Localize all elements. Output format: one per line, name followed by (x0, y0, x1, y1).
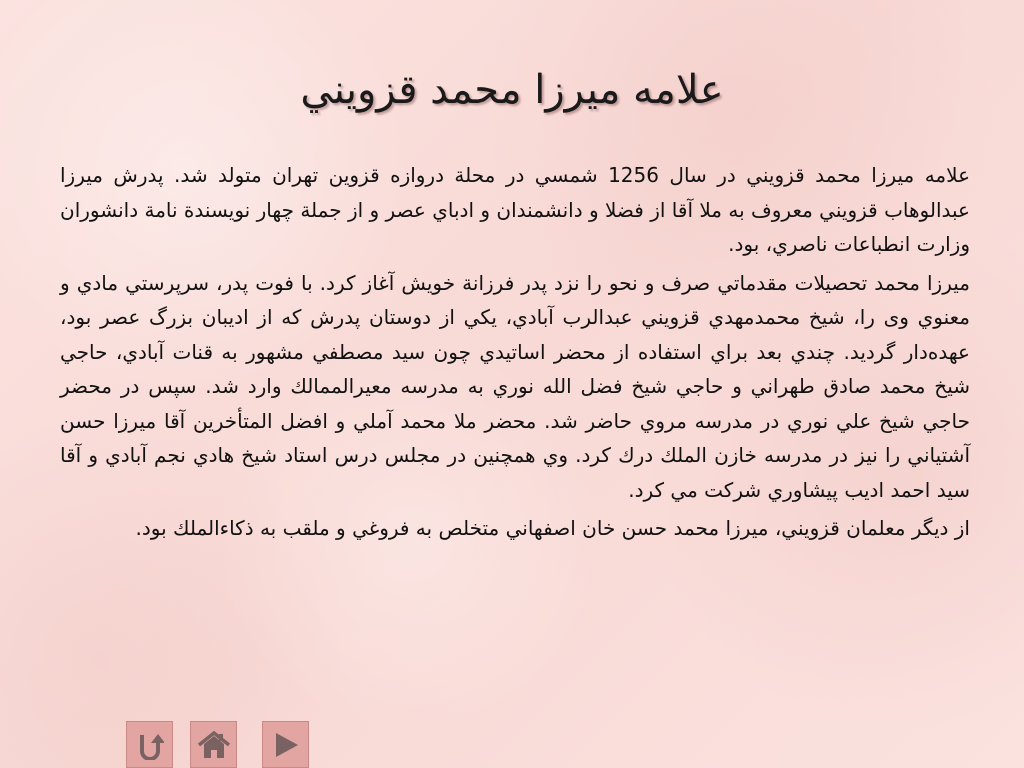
home-button[interactable] (190, 721, 237, 768)
paragraph-teachers: از ديگر معلمان قزويني، ميرزا محمد حسن خان اصفهاني متخلص به فروغي و ملقب به ذكاءالملك بود. (135, 516, 970, 540)
slide-title: علامه ميرزا محمد قزويني (300, 67, 724, 113)
play-triangle-icon (271, 730, 301, 760)
paragraph-education: ميرزا محمد تحصيلات مقدماتي صرف و نحو را نزد پدر فرزانة خويش آغاز كرد. با فوت پدر، سرپرستي مادي و معنوي وى را، شيخ محمدمهدي قزويني عبدالرب آبادي، يكي از دوستان پدرش كه از اديبان بزرگ عصر بود، عهده‌دار گرديد. چندي بعد براي استفاده از محضر اساتيدي چون سيد مصطفي مشهور به قنات آبادي، حاجي شيخ محمد صادق طهراني و حاجي شيخ فضل الله نوري به مدرسه معيرالممالك وارد شد. سپس در محضر حاجي شيخ علي نوري در مدرسه مروي حاضر شد. محضر ملا محمد آملي و افضل المتأخرين آقا ميرزا حسن آشتياني را نيز در مدرسه خازن الملك درك كرد. وي همچنين در مجلس درس استاد شيخ هادي نجم آبادي و آقا سيد احمد اديب پيشاوري شركت مي كرد. (60, 270, 970, 502)
paragraph-birth: علامه ميرزا محمد قزويني در سال 1256 شمسي در محلة دروازه قزوين تهران متولد شد. پدرش ميرزا عبدالوهاب قزويني معروف به ملا آقا از فضلا و دانشمندان و ادباي عصر و از جملة چهار نويسندة نامة دانشوران وزارت انطباعات ناصري، بود. (60, 163, 970, 256)
return-arrow-icon (136, 730, 164, 760)
slide-body (60, 158, 970, 608)
return-button[interactable] (126, 721, 173, 768)
next-button[interactable] (262, 721, 309, 768)
home-icon (197, 730, 231, 760)
